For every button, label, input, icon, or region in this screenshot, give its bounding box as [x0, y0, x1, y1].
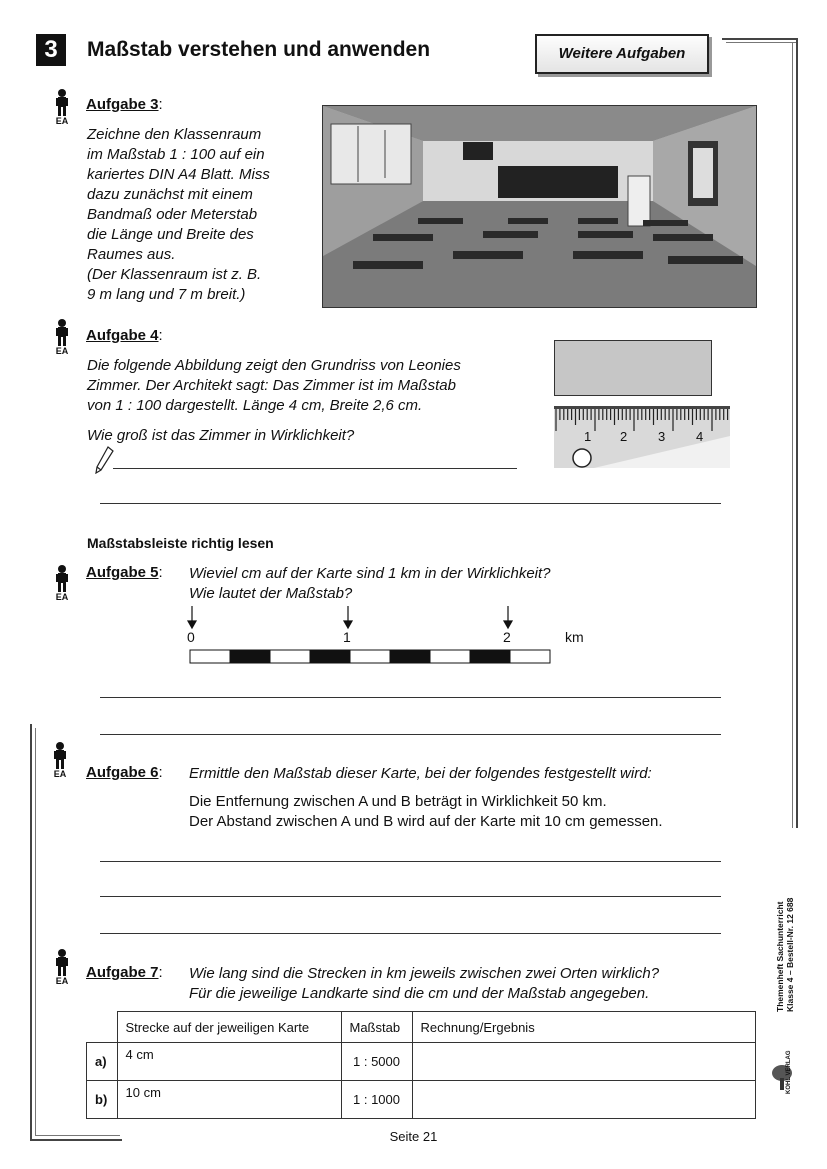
classroom-illustration	[322, 105, 757, 308]
result-cell[interactable]	[412, 1081, 755, 1119]
scale-segment	[190, 650, 230, 663]
text-line: die Länge und Breite des	[87, 226, 254, 243]
text-line: Zimmer. Der Architekt sagt: Das Zimmer ist im Maßstab	[87, 377, 456, 394]
frame-line	[30, 724, 32, 1140]
answer-line[interactable]	[100, 697, 721, 698]
scale-segment	[390, 650, 430, 663]
table-header: Strecke auf der jeweiligen Karte	[117, 1012, 341, 1043]
table-cell: 1 : 1000	[341, 1081, 412, 1119]
text-line: im Maßstab 1 : 100 auf ein	[87, 146, 265, 163]
sidebar-line: Themenheft Sachunterricht	[775, 901, 785, 1012]
result-cell[interactable]	[412, 1043, 755, 1081]
student-icon	[51, 741, 69, 781]
task5-heading	[86, 564, 163, 582]
table-header-row	[87, 1012, 756, 1043]
ea-label: EA	[55, 116, 69, 126]
text-line: kariertes DIN A4 Blatt. Miss	[87, 166, 270, 183]
ea-label: EA	[55, 346, 69, 356]
task7-heading	[86, 964, 163, 982]
text-line: Zeichne den Klassenraum	[87, 126, 262, 143]
ea-label: EA	[55, 976, 69, 986]
task3-label: Aufgabe 3	[86, 96, 159, 113]
text-line: Der Abstand zwischen A und B wird auf der Karte mit 10 cm gemessen.	[189, 813, 663, 830]
student-icon	[53, 88, 71, 128]
colon: :	[158, 96, 163, 113]
ruler-label: 2	[620, 429, 628, 444]
task3-text	[87, 125, 317, 305]
answer-line[interactable]	[100, 503, 721, 504]
scale-segment	[230, 650, 270, 663]
frame-line	[792, 42, 793, 828]
task5-label: Aufgabe 5	[86, 564, 159, 581]
page-title: Maßstab verstehen und anwenden	[87, 38, 431, 61]
text-line: Wie lautet der Maßstab?	[189, 585, 353, 602]
ea-label: EA	[53, 769, 67, 779]
table-corner	[87, 1012, 118, 1043]
answer-line[interactable]	[100, 861, 721, 862]
task6-intro: Ermittle den Maßstab dieser Karte, bei der folgendes festgestellt wird:	[189, 765, 652, 782]
scale-segment	[270, 650, 310, 663]
text-line: (Der Klassenraum ist z. B.	[87, 266, 262, 283]
text-line: Für die jeweilige Landkarte sind die cm und der Maßstab angegeben.	[189, 985, 650, 1002]
frame-line	[726, 42, 797, 43]
scale-segment	[310, 650, 350, 663]
task6-label: Aufgabe 6	[86, 764, 159, 781]
ruler-label: 1	[584, 429, 592, 444]
frame-line	[722, 38, 797, 40]
task5-text	[189, 564, 639, 604]
table-header: Rechnung/Ergebnis	[412, 1012, 755, 1043]
scale-label: 1	[343, 629, 351, 645]
frame-line	[35, 728, 36, 1136]
task7-label: Aufgabe 7	[86, 964, 159, 981]
text-line: von 1 : 100 dargestellt. Länge 4 cm, Breite 2,6 cm.	[87, 397, 423, 414]
task7-text	[189, 964, 749, 1004]
scale-segment	[430, 650, 470, 663]
colon: :	[158, 964, 163, 981]
ruler-illustration	[554, 406, 730, 468]
scale-segment	[350, 650, 390, 663]
text-line: Bandmaß oder Meterstab	[87, 206, 258, 223]
table-row	[87, 1081, 756, 1119]
text-line: Raumes aus.	[87, 246, 176, 263]
text-line: Wieviel cm auf der Karte sind 1 km in der Wirklichkeit?	[189, 565, 551, 582]
page-number: Seite 21	[389, 1129, 438, 1144]
student-icon	[53, 948, 71, 988]
scale-label: 0	[187, 629, 195, 645]
task6-text	[189, 792, 663, 832]
text-line: 9 m lang und 7 m breit.)	[87, 286, 246, 303]
text-line: Die Entfernung zwischen A und B beträgt in Wirklichkeit 50 km.	[189, 793, 607, 810]
sidebar-line: Klasse 4 – Bestell-Nr. 12 688	[785, 897, 795, 1012]
frame-line	[796, 38, 798, 828]
table-cell: 1 : 5000	[341, 1043, 412, 1081]
text-line: Die folgende Abbildung zeigt den Grundriss von Leonies	[87, 357, 461, 374]
publisher-name: KOHL VERLAG	[786, 1050, 792, 1094]
scale-unit: km	[565, 629, 584, 645]
colon: :	[158, 327, 163, 344]
answer-line[interactable]	[100, 896, 721, 897]
task4-label: Aufgabe 4	[86, 327, 159, 344]
text-line: dazu zunächst mit einem	[87, 186, 253, 203]
student-icon	[53, 564, 71, 604]
task7-table	[86, 1011, 756, 1119]
text-line: Wie lang sind die Strecken in km jeweils zwischen zwei Orten wirklich?	[189, 965, 660, 982]
colon: :	[158, 764, 163, 781]
ruler-label: 3	[658, 429, 666, 444]
task4-question: Wie groß ist das Zimmer in Wirklichkeit?	[87, 427, 355, 444]
section-badge: Weitere Aufgaben	[535, 34, 709, 74]
answer-line[interactable]	[113, 468, 517, 469]
table-header: Maßstab	[341, 1012, 412, 1043]
task4-heading	[86, 327, 163, 345]
colon: :	[158, 564, 163, 581]
student-icon	[53, 318, 71, 358]
scale-bar-figure	[182, 604, 602, 664]
scale-segment	[470, 650, 510, 663]
ea-label: EA	[55, 592, 69, 602]
table-row	[87, 1043, 756, 1081]
answer-line[interactable]	[100, 734, 721, 735]
row-key: b)	[87, 1081, 118, 1119]
chapter-number: 3	[36, 34, 66, 66]
scale-segment	[510, 650, 550, 663]
answer-line[interactable]	[100, 933, 721, 934]
row-key: a)	[87, 1043, 118, 1081]
task3-heading	[86, 96, 163, 114]
ruler-label: 4	[696, 429, 704, 444]
floorplan-rectangle	[554, 340, 712, 396]
scale-label: 2	[503, 629, 511, 645]
task4-text	[87, 356, 527, 416]
sidebar-info	[775, 897, 815, 1022]
section-heading: Maßstabsleiste richtig lesen	[87, 535, 274, 551]
task6-heading	[86, 764, 163, 782]
pencil-icon	[94, 446, 114, 479]
table-cell: 10 cm	[117, 1081, 341, 1119]
table-cell: 4 cm	[117, 1043, 341, 1081]
